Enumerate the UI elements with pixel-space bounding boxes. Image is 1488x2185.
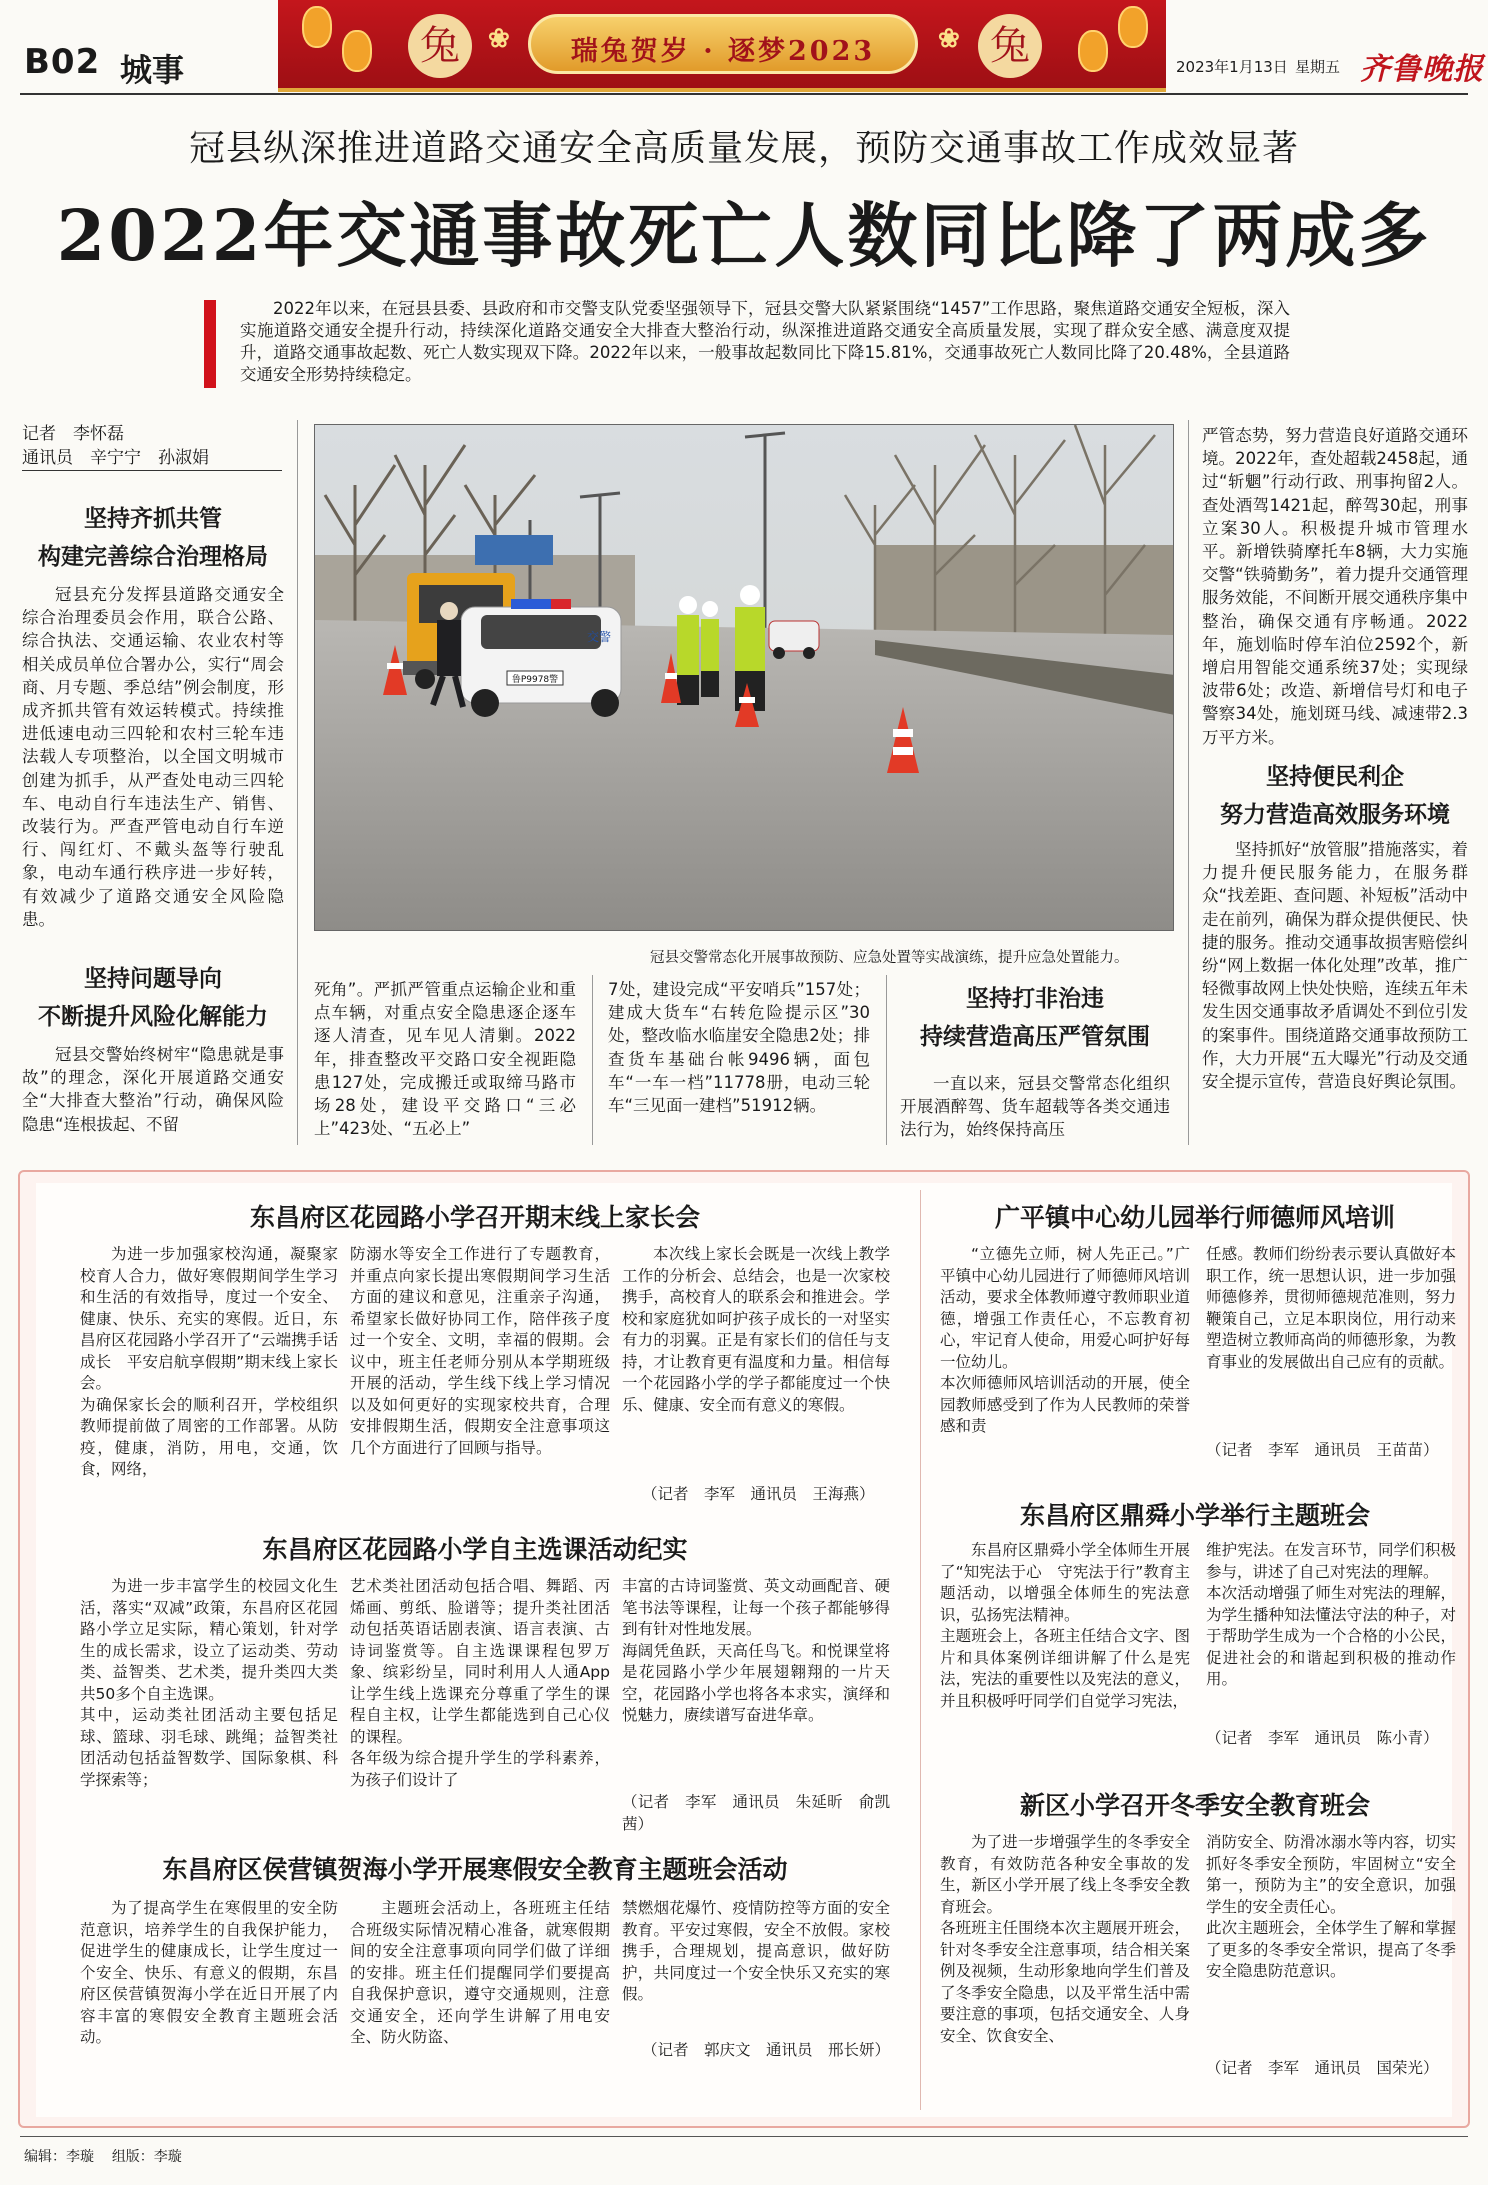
news-6-col-2: 消防安全、防滑冰溺水等内容，切实抓好冬季安全预防，牢固树立“安全第一，预防为主”的安全意识，加强学生的安全责任心。 此次主题班会，全体学生了解和掌握了更多的冬季安全常识，提高了冬季安全隐患防范意识。 [1206, 1833, 1456, 1980]
section-heading-2 [22, 960, 284, 1036]
news-3-title: 东昌府区侯营镇贺海小学开展寒假安全教育主题班会活动 [162, 1855, 788, 1884]
news-4-col-1: “立德先立师，树人先正己。”广平镇中心幼儿园进行了师德师风培训活动，要求全体教师遵守教师职业道德，增强工作责任心，不忘教育初心，牢记育人使命，用爱心呵护好每一位幼儿。 本次师德师风培训活动的开展，使全园教师感受到了作为人民教师的荣誉感和责 [940, 1245, 1190, 1435]
news-column-rule [920, 1190, 921, 2110]
section-3-text-b: 严管态势，努力营造良好道路交通环境。2022年，查处超载2458起，通过“斩魍”行动行政、刑事拘留2人。查处酒驾1421起，醉驾30起，刑事立案30人。积极提升城市管理水平。新增铁骑摩托车8辆，大力实施交警“铁骑勤务”，着力提升交通管理服务效能，不间断开展交通秩序集中整治，确保交通有序畅通。2022年，施划临时停车泊位2592个，新增启用智能交通系统37处；实现绿波带6处；改造、新增信号灯和电子警察34处，施划斑马线、减速带2.3万平方米。 [1202, 426, 1468, 747]
column-rule [297, 420, 298, 1145]
news-1-byline: （记者 李军 通讯员 王海燕） [642, 1485, 875, 1503]
issue-date: 2023年1月13日 [1176, 58, 1288, 76]
news-6-byline: （记者 李军 通讯员 国荣光） [1206, 2059, 1439, 2077]
lantern-icon [1078, 30, 1108, 72]
section-4-text: 坚持抓好“放管服”措施落实，着力提升便民服务能力，在服务群众“找差距、查问题、补短板”活动中走在前列，确保为群众提供便民、快捷的服务。推动交通事故损害赔偿纠纷“网上数据一体化处理”改革，推广轻微事故网上快处快赔，连续五年未发生因交通事故矛盾调处不到位引发的案事件。围绕道路交通事故预防工作，大力开展“五大曝光”行动及交通安全提示宣传，营造良好舆论氛围。 [1202, 840, 1468, 1092]
banner-text: 瑞兔贺岁 · 逐梦2023 [570, 36, 876, 67]
police-car-plate: 鲁P9978警 [511, 675, 559, 685]
section-heading-2-line-b: 不断提升风险化解能力 [38, 1004, 268, 1030]
news-6-title: 新区小学召开冬季安全教育班会 [1019, 1791, 1370, 1820]
news-5-title: 东昌府区鼎舜小学举行主题班会 [1019, 1501, 1370, 1530]
section-2-text-a: 冠县交警始终树牢“隐患就是事故”的理念，深化开展道路交通安全“大排查大整治”行动，确保风险隐患“连根拔起、不留 [22, 1045, 284, 1134]
news-5-col-1: 东昌府区鼎舜小学全体师生开展了“知宪法于心 守宪法于行”教育主题活动，以增强全体师生的宪法意识，弘扬宪法精神。 主题班会上，各班主任结合文字、图片和具体案例详细讲解了什么是宪法，宪法的重要性以及宪法的意义，并且积极呼吁同学们自觉学习宪法， [940, 1541, 1190, 1710]
section-2-text-c: 7处，建设完成“平安哨兵”157处；建成大货车“右转危险提示区”30处，整改临水临崖安全隐患2处；排查货车基础台帐9496辆，面包车“一车一档”11778册，电动三轮车“三见面一建档”51912辆。 [608, 980, 870, 1116]
section-heading-2-line-a: 坚持问题导向 [84, 966, 222, 992]
byline-reporter: 记者 李怀磊 [22, 424, 124, 444]
news-5-byline: （记者 李军 通讯员 陈小青） [1206, 1729, 1439, 1747]
page-number: B02 [24, 42, 101, 82]
news-2-col-1: 为进一步丰富学生的校园文化生活，落实“双减”政策，东昌府区花园路小学立足实际，精心策划，针对学生的成长需求，设立了运动类、劳动类、益智类、艺术类，提升类四大类共50多个自主选课。 其中，运动类社团活动主要包括足球、篮球、羽毛球、跳绳；益智类社团活动包括益智数学、国际象棋、科学探索等； [80, 1577, 338, 1789]
masthead-logo: 齐鲁晚报 [1360, 52, 1484, 87]
article-headline: 2022年交通事故死亡人数同比降了两成多 [56, 194, 1432, 277]
section-heading-1 [22, 500, 284, 576]
footer-credits [24, 2146, 182, 2166]
news-1-col-3: 本次线上家长会既是一次线上教学工作的分析会、总结会，也是一次家校携手，高校育人的联系会和推进会。学校和家庭犹如呵护孩子成长的一对坚实有力的羽翼。正是有家长们的信任与支持，才让教育更有温度和力量。相信每一个花园路小学的学子都能度过一个快乐、健康、安全而有意义的寒假。 [622, 1245, 890, 1414]
news-4-byline: （记者 李军 通讯员 王苗苗） [1206, 1441, 1439, 1459]
traffic-police-drill-image [315, 425, 1174, 931]
news-1-col-2: 防溺水等安全工作进行了专题教育，并重点向家长提出寒假期间学习生活方面的建议和意见，注重亲子沟通，希望家长做好协同工作，陪伴孩子度过一个安全、文明，幸福的假期。会议中，班主任老师分别从本学期班级开展的活动，学生线下线上学习情况以及如何更好的实现家校共育，合理安排假期生活，假期安全注意事项这几个方面进行了回顾与指导。 [350, 1245, 610, 1457]
column-rule [1188, 420, 1189, 1145]
lead-accent-bar [204, 300, 216, 388]
section-heading-3-line-a: 坚持打非治违 [966, 986, 1104, 1012]
news-6-col-1: 为了进一步增强学生的冬季安全教育，有效防范各种安全事故的发生，新区小学开展了线上冬季安全教育班会。 各班班主任围绕本次主题展开班会，针对冬季安全注意事项，结合相关案例及视频，生动形象地向学生们普及了冬季安全隐患，以及平常生活中需要注意的事项，包括交通安全、人身安全、饮食安全、 [940, 1833, 1190, 2045]
news-2-byline: （记者 李军 通讯员 朱延昕 俞凯茜） [622, 1793, 890, 1833]
footer-editor: 编辑：李璇 [24, 2149, 94, 2165]
footer-layout: 组版：李璇 [111, 2149, 182, 2165]
news-1-title: 东昌府区花园路小学召开期末线上家长会 [249, 1203, 700, 1232]
rabbit-icon: 兔 [978, 14, 1042, 78]
flower-icon: ❀ [488, 24, 510, 54]
flower-icon: ❀ [938, 24, 960, 54]
news-2-col-3: 丰富的古诗词鉴赏、英文动画配音、硬笔书法等课程，让每一个孩子都能够得到有针对性地发展。 海阔凭鱼跃，天高任鸟飞。和悦课堂将是花园路小学少年展翅翱翔的一片天空，花园路小学也将各本求实，演绎和悦魅力，赓续谱写奋进华章。 [622, 1577, 890, 1724]
section-heading-1-line-b: 构建完善综合治理格局 [38, 544, 268, 570]
new-year-banner [278, 0, 1166, 92]
section-name: 城事 [120, 51, 185, 89]
footer-rule [20, 2136, 1468, 2137]
column-rule [592, 975, 593, 1145]
news-5-col-2: 维护宪法。在发言环节，同学们积极参与，讲述了自己对宪法的理解。 本次活动增强了师生对宪法的理解，为学生播种知法懂法守法的种子，对于帮助学生成为一个合格的小公民，促进社会的和谐起到积极的推动作用。 [1206, 1541, 1456, 1688]
section-heading-4-line-b: 努力营造高效服务环境 [1220, 802, 1450, 828]
section-2-text-b: 死角”。严抓严管重点运输企业和重点车辆，对重点安全隐患逐企逐车逐人清查，见车见人清剿。2022年，排查整改平交路口安全视距隐患127处，完成搬迁或取缔马路市场28处，建设平交路口“三必上”423处、“五必上” [314, 980, 576, 1139]
column-rule [886, 975, 887, 1145]
article-subheadline: 冠县纵深推进道路交通安全高质量发展，预防交通事故工作成效显著 [188, 128, 1299, 169]
news-4-col-2: 任感。教师们纷纷表示要认真做好本职工作，统一思想认识，进一步加强师德修养，贯彻师德规范准则，努力鞭策自己，立足本职岗位，用行动来塑造树立教师高尚的师德形象，为教育事业的发展做出自己应有的贡献。 [1206, 1245, 1456, 1371]
lantern-icon [342, 30, 372, 72]
lantern-icon [1118, 6, 1148, 48]
section-1-text: 冠县充分发挥县道路交通安全综合治理委员会作用，联合公路、综合执法、交通运输、农业农村等相关成员单位合署办公，实行“周会商、月专题、季总结”例会制度，形成齐抓共管有效运转模式。持续推进低速电动三四轮和农村三轮车违法载人专项整治，以全国文明城市创建为抓手，从严查处电动三四轮车、电动自行车违法生产、销售、改装行为。严查严管电动自行车逆行、闯红灯、不戴头盔等行驶乱象，电动车通行秩序进一步好转，有效减少了道路交通安全风险隐患。 [22, 585, 284, 929]
article-lead: 2022年以来，在冠县县委、县政府和市交警支队党委坚强领导下，冠县交警大队紧紧围绕“1457”工作思路，聚焦道路交通安全短板，深入实施道路交通安全提升行动，持续深化道路交通安全大排查大整治行动，纵深推进道路交通安全高质量发展，实现了群众安全感、满意度双提升，道路交通事故起数、死亡人数实现双下降。2022年以来，一般事故起数同比下降15.81%，交通事故死亡人数同比降了20.48%，全县道路交通安全形势持续稳定。 [240, 299, 1290, 384]
news-1-col-1: 为进一步加强家校沟通，凝聚家校育人合力，做好寒假期间学生学习和生活的有效指导，度过一个安全、健康、快乐、充实的寒假。近日，东昌府区花园路小学召开了“云端携手话成长 平安启航享假期”期末线上家长会。 为确保家长会的顺利召开，学校组织教师提前做了周密的工作部署。从防疫，健康，消防，用电，交通，饮食，网络， [80, 1245, 338, 1478]
lantern-icon [302, 6, 332, 48]
section-heading-3-line-b: 持续营造高压严管氛围 [920, 1024, 1150, 1050]
section-heading-1-line-a: 坚持齐抓共管 [84, 506, 222, 532]
issue-weekday: 星期五 [1295, 58, 1341, 76]
byline-correspondent: 通讯员 辛宁宁 孙淑娟 [22, 448, 209, 468]
news-3-col-1: 为了提高学生在寒假里的安全防范意识，培养学生的自我保护能力，促进学生的健康成长，让学生度过一个安全、快乐、有意义的假期，东昌府区侯营镇贺海小学在近日开展了内容丰富的寒假安全教育主题班会活动。 [80, 1899, 338, 2046]
article-photo [314, 424, 1174, 931]
news-4-title: 广平镇中心幼儿园举行师德师风培训 [994, 1203, 1395, 1232]
photo-caption: 冠县交警常态化开展事故预防、应急处置等实战演练，提升应急处置能力。 [650, 950, 1129, 966]
news-3-col-2: 主题班会活动上，各班班主任结合班级实际情况精心准备，就寒假期间的安全注意事项向同学们做了详细的安排。班主任们提醒同学们要提高自我保护意识，遵守交通规则，注意交通安全，还向学生讲解了用电安全、防火防盗、 [350, 1899, 610, 2046]
news-2-col-2: 艺术类社团活动包括合唱、舞蹈、丙烯画、剪纸、脸谱等；提升类社团活动包括英语话剧表演、语言表演、古诗词鉴赏等。自主选课课程包罗万象、缤彩纷呈，同时利用人人通App让学生线上选课充分尊重了学生的课程自主权，让学生都能选到自己心仪的课程。 各年级为综合提升学生的学科素养，为孩子们设计了 [350, 1577, 610, 1789]
article-byline [22, 422, 282, 471]
section-3-text-a: 一直以来，冠县交警常态化组织开展酒醉驾、货车超载等各类交通违法行为，始终保持高压 [900, 1074, 1170, 1140]
banner-sign [528, 14, 918, 74]
news-2-title: 东昌府区花园路小学自主选课活动纪实 [262, 1535, 688, 1564]
section-heading-4 [1202, 758, 1468, 834]
news-3-col-3: 禁燃烟花爆竹、疫情防控等方面的安全教育。平安过寒假，安全不放假。家校携手，合理规划，提高意识，做好防护，共同度过一个安全快乐又充实的寒假。 [622, 1899, 890, 2003]
rabbit-icon: 兔 [408, 14, 472, 78]
police-car-label: 交警 [587, 630, 612, 644]
header-rule [20, 93, 1468, 95]
section-heading-4-line-a: 坚持便民利企 [1266, 764, 1404, 790]
section-heading-3 [900, 980, 1170, 1056]
news-3-byline: （记者 郭庆文 通讯员 邢长妍） [642, 2041, 890, 2059]
